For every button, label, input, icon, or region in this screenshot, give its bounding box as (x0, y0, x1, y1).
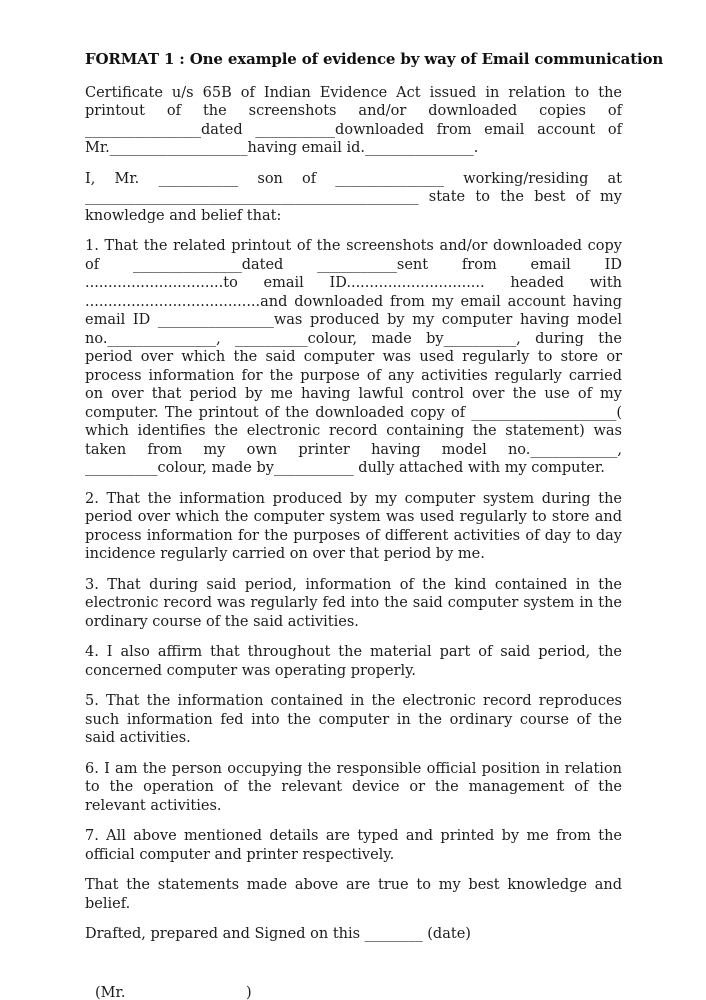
paragraph-clause-5: 5. That the information contained in the electronic record reproduces such information fed into the computer in the ordinary course of the said activities. (85, 693, 622, 746)
paragraph-signed-date: Drafted, prepared and Signed on this ________ (date) (85, 926, 471, 942)
paragraph-clause-1: 1. That the related printout of the screenshots and/or downloaded copy of _______________dated ___________sent from email ID ..............................to email ID.............................. headed with ......................................and downloaded from my email account having email ID ________________was produced by my computer having model no._______________, __________colour, made by__________, during the period over which the said computer was used regularly to store or process information for the purpose of any activities regularly carried on over that period by me having lawful control over the use of my computer. The printout of the downloaded copy of ____________________( which identifies the electronic record containing the statement) was taken from my own printer having model no.____________, __________colour, made by___________ dully attached with my computer. (85, 238, 622, 476)
paragraph-clause-3: 3. That during said period, information of the kind contained in the electronic record was regularly fed into the said computer system in the ordinary course of the said activities. (85, 576, 622, 630)
document-title: FORMAT 1 : One example of evidence by way of Email communication (85, 50, 664, 68)
paragraph-clause-4: 4. I also affirm that throughout the material part of said period, the concerned computer was operating properly. (85, 644, 622, 679)
paragraph-clause-6: 6. I am the person occupying the responsible official position in relation to the operation of the relevant device or the management of the relevant activities. (85, 760, 622, 814)
paragraph-truth-statement: That the statements made above are true to my best knowledge and belief. (85, 877, 622, 912)
paragraph-clause-2: 2. That the information produced by my computer system during the period over which the computer system was used regularly to store and process information for the purposes of different activities of day to day incidence regularly carried on over that period by me. (85, 490, 622, 562)
paragraph-declarant-statement: I, Mr. ___________ son of _______________ working/residing at ______________________________________________ state to the best of my knowledge and belief that: (85, 170, 622, 224)
paragraph-certificate-intro: Certificate u/s 65B of Indian Evidence Act issued in relation to the printout of the screenshots and/or downloaded copies of ________________dated ___________downloaded from email account of Mr.___________________having email id._______________. (85, 84, 622, 156)
signature-name-line: (Mr. ________________) (95, 984, 252, 1000)
paragraph-clause-7: 7. All above mentioned details are typed and printed by me from the official computer and printer respectively. (85, 828, 622, 863)
